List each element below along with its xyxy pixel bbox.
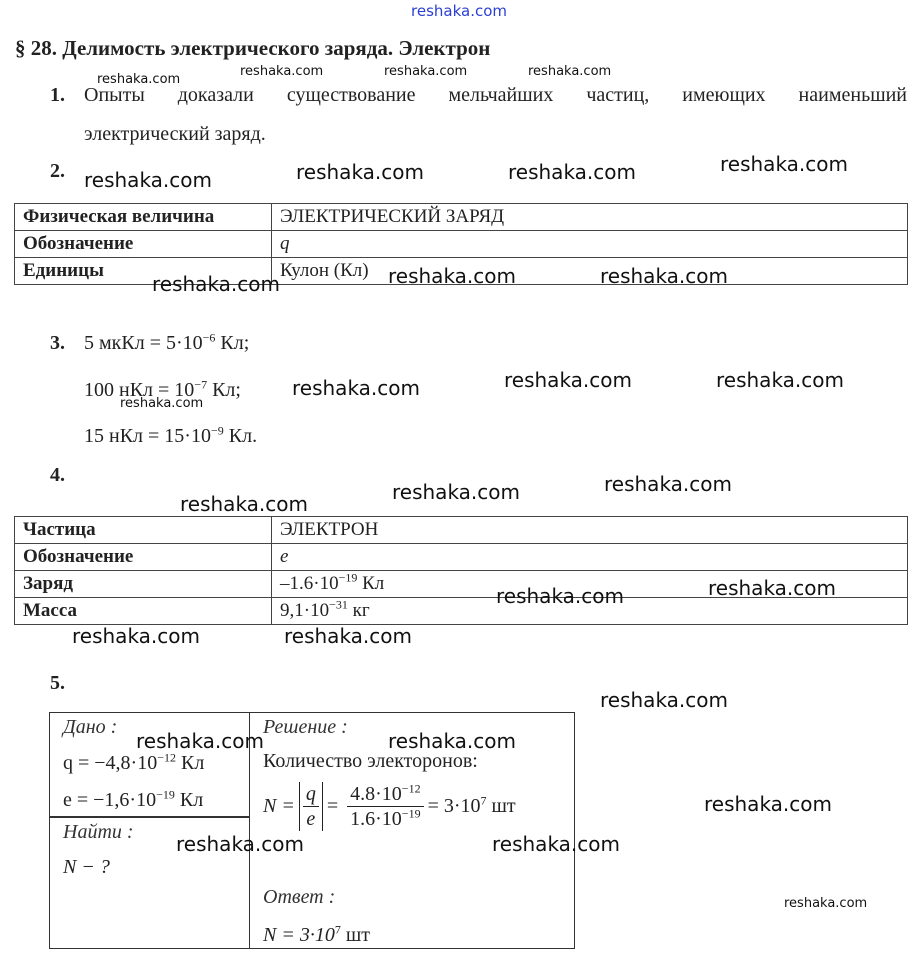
conversion-line: [84, 332, 249, 355]
fraction: [347, 782, 423, 831]
value-exp: −19: [338, 570, 358, 585]
watermark: reshaka.com: [284, 624, 412, 648]
conversion-exp: −9: [210, 423, 224, 438]
watermark: reshaka.com: [604, 472, 732, 496]
formula-equals: =: [326, 795, 339, 817]
value-mantissa: 9,1·10: [280, 600, 330, 621]
given-lhs: e = −1,6·10: [63, 789, 157, 811]
watermark: reshaka.com: [296, 160, 424, 184]
table-value: ЭЛЕКТРИЧЕСКИЙ ЗАРЯД: [272, 204, 908, 231]
table-key: Единицы: [15, 258, 272, 285]
watermark: reshaka.com: [720, 152, 848, 176]
solution-formula: [263, 782, 516, 831]
table-key: Масса: [15, 598, 272, 625]
abs-denominator: e: [306, 808, 316, 830]
numerator-exp: −12: [401, 781, 421, 796]
watermark: reshaka.com: [384, 64, 468, 79]
watermark: reshaka.com: [496, 584, 624, 608]
table-row: [15, 544, 908, 571]
watermark: reshaka.com: [72, 624, 200, 648]
table-value: Кулон (Кл): [272, 258, 908, 285]
result-value: = 3·10: [427, 795, 481, 817]
answer-value: [263, 924, 370, 947]
table-key: Обозначение: [15, 544, 272, 571]
given-unit: Кл: [176, 752, 205, 774]
item-5-number: 5.: [50, 672, 65, 694]
given-label: Дано :: [63, 716, 118, 738]
value-unit: Кл: [357, 573, 385, 594]
given-unit: Кл: [174, 789, 204, 811]
watermark: reshaka.com: [180, 492, 308, 516]
item-1-number: 1.: [50, 84, 65, 106]
table-value: e: [272, 544, 908, 571]
table-value: ЭЛЕКТРОН: [272, 517, 908, 544]
watermark: reshaka.com: [528, 64, 612, 79]
watermark: reshaka.com: [716, 368, 844, 392]
solution-label: Решение :: [263, 716, 348, 738]
table-key: Физическая величина: [15, 204, 272, 231]
answer-unit: шт: [340, 924, 370, 946]
table-row: [15, 598, 908, 625]
item-2-number: 2.: [50, 160, 65, 182]
formula-result: [428, 795, 516, 817]
absolute-value: [299, 782, 323, 831]
result-exp: 7: [480, 793, 487, 808]
table-key: Заряд: [15, 571, 272, 598]
solution-text: Количество электоронов:: [263, 750, 478, 772]
watermark: reshaka.com: [136, 729, 264, 753]
numerator: 4.8·10: [350, 783, 402, 805]
result-unit: шт: [486, 795, 516, 817]
given-exp: −19: [156, 787, 175, 802]
table-value: q: [272, 231, 908, 258]
watermark: reshaka.com: [492, 832, 620, 856]
item-1-line-1: Опыты доказали существование мельчайших частиц, имеющих наименьший: [84, 84, 907, 106]
given-exp: −12: [157, 750, 176, 765]
conversion-line: [84, 425, 257, 448]
watermark: reshaka.com: [292, 376, 420, 400]
watermark: reshaka.com: [392, 480, 520, 504]
particle-table: [14, 516, 908, 625]
watermark: reshaka.com: [120, 396, 204, 411]
watermark: reshaka.com: [388, 264, 516, 288]
watermark: reshaka.com: [504, 368, 632, 392]
table-key: Обозначение: [15, 231, 272, 258]
value-mantissa: –1.6·10: [280, 573, 339, 594]
conversion-exp: −7: [194, 377, 208, 392]
table-row: [15, 231, 908, 258]
answer-lhs: N = 3·10: [263, 924, 335, 946]
watermark-top: reshaka.com: [411, 2, 507, 20]
watermark: reshaka.com: [97, 72, 181, 87]
watermark: reshaka.com: [704, 792, 832, 816]
conversion-exp: −6: [202, 330, 216, 345]
watermark: reshaka.com: [240, 64, 324, 79]
formula-lhs: N =: [263, 795, 295, 817]
answer-label: Ответ :: [263, 886, 336, 908]
answer-exp: 7: [334, 922, 341, 937]
item-1-line-2: электрический заряд.: [84, 123, 266, 145]
conversion-unit: Кл;: [215, 332, 250, 354]
denominator: 1.6·10: [350, 808, 402, 830]
watermark: reshaka.com: [600, 688, 728, 712]
find-value: N − ?: [63, 856, 110, 878]
denominator-exp: −19: [401, 806, 421, 821]
abs-numerator: q: [303, 782, 319, 807]
value-exp: −31: [329, 597, 348, 612]
given-charge: [63, 752, 204, 775]
table-row: [15, 517, 908, 544]
table-key: Частица: [15, 517, 272, 544]
section-title: § 28. Делимость электрического заряда. Электрон: [15, 36, 491, 60]
given-lhs: q = −4,8·10: [63, 752, 158, 774]
conversion-unit: Кл;: [207, 379, 241, 401]
watermark: reshaka.com: [152, 272, 280, 296]
watermark: reshaka.com: [600, 264, 728, 288]
watermark: reshaka.com: [508, 160, 636, 184]
item-4-number: 4.: [50, 464, 65, 486]
watermark: reshaka.com: [708, 576, 836, 600]
watermark: reshaka.com: [176, 832, 304, 856]
watermark: reshaka.com: [388, 729, 516, 753]
table-row: [15, 204, 908, 231]
item-3-number: 3.: [50, 332, 65, 354]
find-label: Найти :: [63, 821, 134, 843]
conversion-unit: Кл.: [223, 425, 258, 447]
value-unit: кг: [347, 600, 370, 621]
conversion-lhs: 100 нКл = 10: [84, 379, 195, 401]
given-electron-charge: [63, 789, 203, 812]
conversion-lhs: 5 мкКл = 5·10: [84, 332, 203, 354]
watermark: reshaka.com: [84, 168, 212, 192]
watermark: reshaka.com: [784, 896, 868, 911]
conversion-lhs: 15 нКл = 15·10: [84, 425, 211, 447]
